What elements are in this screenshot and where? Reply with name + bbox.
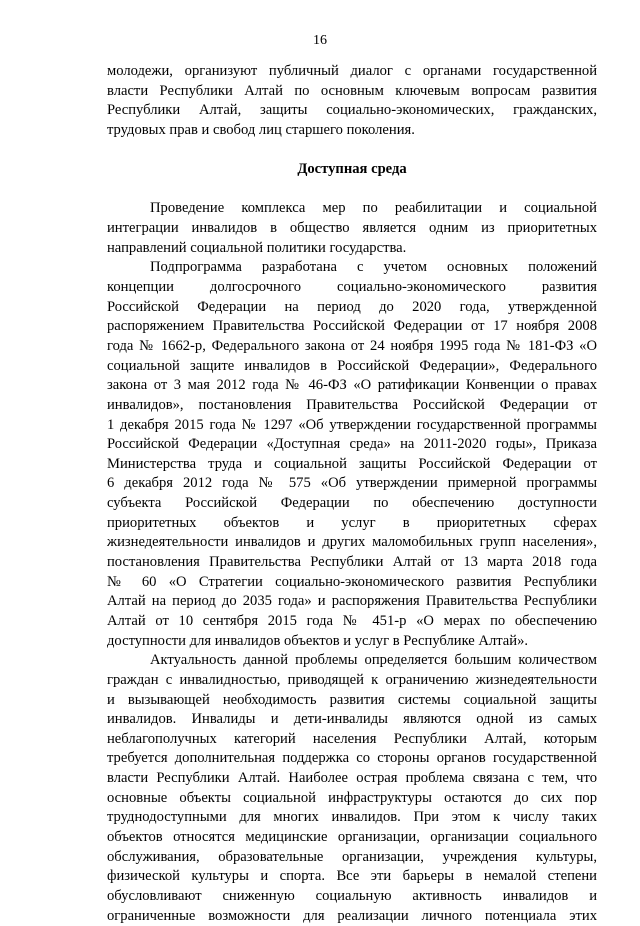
text-line: социальной защите инвалидов в Российской Федерации», Федерального — [107, 357, 597, 374]
text-line: инвалидов. Инвалиды и дети-инвалиды являются одной из самых — [107, 711, 597, 728]
text-line: Российской Федерации на период до 2020 года, утвержденной — [107, 298, 597, 315]
text-line: неблагополучных категорий населения Республики Алтай, которым — [107, 730, 597, 747]
text-line: граждан с инвалидностью, приводящей к ограничению жизнедеятельности — [107, 671, 597, 688]
text-line: приоритетных объектов и услуг в приоритетных сферах — [107, 514, 597, 531]
text-line: субъекта Российской Федерации по обеспечению доступности — [107, 495, 597, 512]
text-line: концепции долгосрочного социально-экономического развития — [107, 279, 597, 296]
text-line: доступности для инвалидов объектов и услуг в Республике Алтай». — [107, 632, 529, 649]
page-number: 16 — [313, 33, 327, 48]
text-line: молодежи, организуют публичный диалог с органами государственной — [107, 63, 597, 79]
body-text — [107, 62, 597, 926]
text-line: Проведение комплекса мер по реабилитации и социальной — [150, 200, 597, 217]
text-line: постановления Правительства Республики Алтай от 13 марта 2018 года — [107, 554, 597, 571]
text-line: Алтай на период до 2035 года» и распоряжения Правительства Республики — [107, 593, 597, 610]
text-line: власти Республики Алтай. Наиболее острая проблема связана с тем, что — [107, 770, 597, 787]
text-line: Российской Федерации «Доступная среда» на 2011-2020 годы», Приказа — [107, 436, 597, 453]
text-line: основные объекты социальной инфраструктуры остаются до сих пор — [107, 789, 597, 806]
text-line: и вызывающей необходимость развития системы социальной защиты — [107, 691, 597, 708]
text-line: № 60 «О Стратегии социально-экономического развития Республики — [107, 573, 597, 590]
text-line: инвалидов», постановления Правительства Российской Федерации от — [107, 396, 597, 413]
text-line: распоряжением Правительства Российской Федерации от 17 ноября 2008 — [107, 318, 597, 335]
text-line: Актуальность данной проблемы определяется большим количеством — [150, 652, 597, 669]
text-line: объектов относятся медицинские организации, организации социального — [107, 828, 597, 845]
text-line: физической культуры и спорта. Все эти барьеры в немалой степени — [107, 868, 597, 885]
text-line: интеграции инвалидов в общество является одним из приоритетных — [107, 220, 597, 237]
text-line: Министерства труда и социальной защиты Российской Федерации от — [107, 455, 597, 472]
text-line: трудовых прав и свобод лиц старшего поколения. — [107, 121, 415, 138]
text-line: направлений социальной политики государства. — [107, 239, 407, 256]
text-line: жизнедеятельности инвалидов и других маломобильных групп населения», — [107, 534, 597, 551]
text-line: ограниченные возможности для реализации личного потенциала этих — [107, 907, 597, 924]
section-heading: Доступная среда — [297, 161, 407, 178]
text-line: труднодоступными для многих инвалидов. При этом к числу таких — [107, 809, 597, 826]
text-line: обслуживания, образовательные организации, учреждения культуры, — [107, 848, 597, 865]
text-line: власти Республики Алтай по основным ключевым вопросам развития — [107, 82, 597, 99]
text-line: обусловливают сниженную социальную активность инвалидов и — [107, 887, 597, 904]
text-line: закона от 3 мая 2012 года № 46-ФЗ «О ратификации Конвенции о правах — [107, 377, 597, 394]
text-line: Алтай от 10 сентября 2015 года № 451-р «О мерах по обеспечению — [107, 612, 597, 629]
text-line: 6 декабря 2012 года № 575 «Об утверждении примерной программы — [107, 475, 597, 492]
text-line: Республики Алтай, защиты социально-экономических, гражданских, — [107, 102, 597, 119]
text-line: Подпрограмма разработана с учетом основных положений — [150, 259, 597, 276]
text-line: года № 1662-р, Федерального закона от 24 ноября 1995 года № 181-ФЗ «О — [107, 337, 597, 354]
text-line: 1 декабря 2015 года № 1297 «Об утверждении государственной программы — [107, 416, 597, 433]
text-line: требуется дополнительная поддержка со стороны органов государственной — [107, 750, 597, 767]
